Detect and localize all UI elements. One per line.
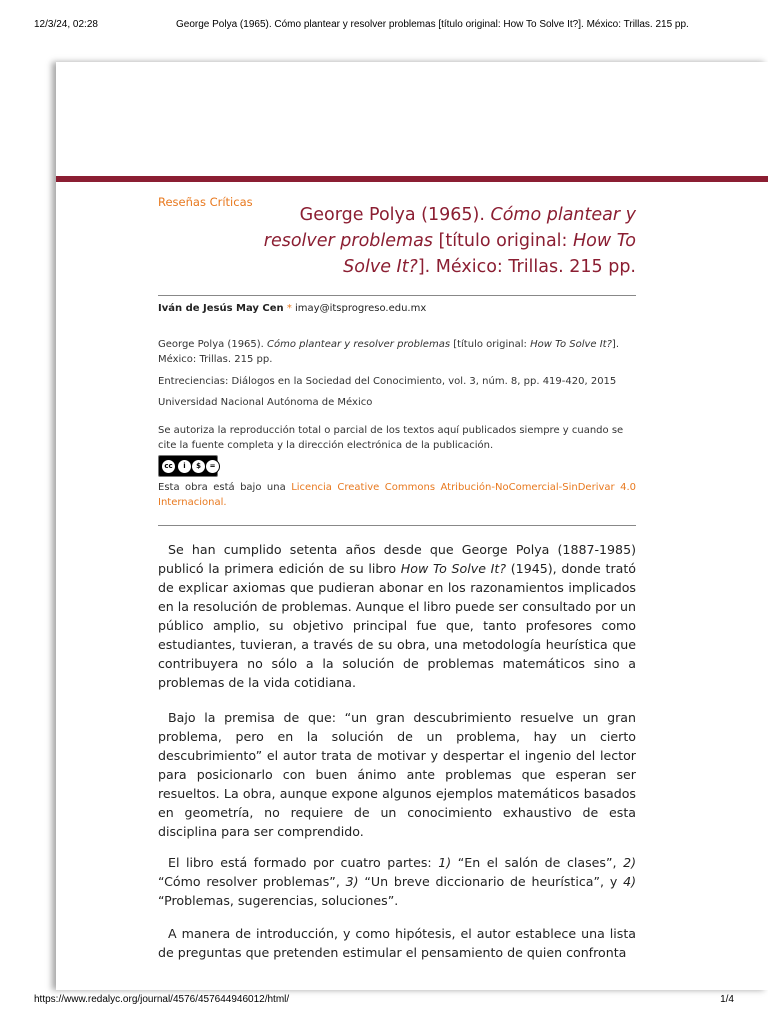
author-name[interactable]: Iván de Jesús May Cen (158, 303, 284, 314)
paragraph-italic: 1) (438, 855, 452, 870)
paragraph-italic: 4) (623, 874, 637, 889)
paragraph-1 (158, 540, 636, 692)
paragraph-text: Se han cumplido setenta años desde que George Polya (1887-1985) publicó la primera edición de su libro (158, 542, 636, 576)
by-icon: i (177, 459, 192, 474)
title-text: [título original: (432, 231, 574, 251)
divider (158, 525, 636, 526)
print-header (0, 0, 768, 40)
title-text: ]. México: Trillas. 215 pp. (417, 257, 636, 277)
print-footer (0, 994, 768, 1024)
citation (158, 337, 636, 367)
citation-text: ]. México: Trillas. 215 pp. (158, 339, 620, 365)
reproduction-note: Se autoriza la reproducción total o parcial de los textos aquí publicados siempre y cuando se cite la fuente completa y la dirección electrónica de la publicación. (158, 425, 624, 451)
paragraph-text: “Cómo resolver problemas”, (158, 874, 346, 889)
nc-icon: $ (191, 459, 206, 474)
article-page (56, 62, 768, 990)
print-title: George Polya (1965). Cómo plantear y resolver problemas [título original: How To Solve It?]. México: Trillas. 215 pp. (176, 19, 689, 30)
author-email: imay@itsprogreso.edu.mx (295, 303, 427, 314)
journal-info: Entreciencias: Diálogos en la Sociedad del Conocimiento, vol. 3, núm. 8, pp. 419-420, 2015 (158, 376, 617, 387)
print-date: 12/3/24, 02:28 (34, 19, 98, 30)
citation-text: [título original: (450, 339, 531, 350)
print-page-number: 1/4 (720, 994, 734, 1005)
divider (158, 295, 636, 296)
paragraph-italic: How To Solve It? (400, 561, 507, 576)
title-italic: Cómo plantear y resolver problemas (263, 205, 636, 251)
cc-license-badge[interactable] (158, 455, 218, 477)
university: Universidad Nacional Autónoma de México (158, 397, 373, 408)
license-prefix: Esta obra está bajo una (158, 482, 292, 493)
author-line (158, 303, 426, 314)
cc-icon: cc (161, 459, 176, 474)
paragraph-text: “En el salón de clases”, (451, 855, 624, 870)
article-title (256, 202, 636, 280)
nd-icon: = (205, 459, 220, 474)
citation-text: George Polya (1965). (158, 339, 268, 350)
citation-italic: How To Solve It? (530, 339, 612, 350)
paragraph-4: A manera de introducción, y como hipótesis, el autor establece una lista de preguntas que pretenden estimular el pensamiento de quien confronta (158, 926, 636, 960)
paragraph-2: Bajo la premisa de que: “un gran descubrimiento resuelve un gran problema, pero en la solución de un problema, hay un cierto descubrimiento” el autor trata de motivar y despertar el ingenio del lector para posicionarlo con buen ánimo ante problemas que esperan ser resueltos. La obra, aunque expone algunos ejemplos matemáticos basados en geometría, no requiere de un conocimiento exhaustivo de esta disciplina para ser comprendido. (158, 710, 636, 839)
section-label[interactable]: Reseñas Críticas (158, 195, 253, 209)
paragraph-3 (158, 853, 636, 910)
citation-italic: Cómo plantear y resolver problemas (267, 339, 451, 350)
paragraph-text: “Problemas, sugerencias, soluciones”. (158, 893, 399, 908)
paragraph-text: “Un breve diccionario de heurística”, y (358, 874, 624, 889)
paragraph-text: El libro está formado por cuatro partes: (168, 855, 439, 870)
license-link[interactable]: Licencia Creative Commons Atribución-NoComercial-SinDerivar 4.0 Internacional. (158, 482, 636, 508)
paragraph-text: (1945), donde trató de explicar axiomas que pudieran abonar en los razonamientos implicados en la resolución de problemas. Aunque el libro puede ser consultado por un público amplio, su objetivo principal fue que, tanto profesores como estudiantes, tuvieran, a través de su obra, una metodología heurística que contribuyera no sólo a la solución de problemas matemáticos sino a problemas de la vida cotidiana. (158, 561, 637, 690)
paragraph-italic: 2) (623, 855, 636, 870)
paragraph-italic: 3) (345, 874, 359, 889)
title-italic: How To Solve It? (343, 231, 636, 277)
header-bar (56, 176, 768, 182)
author-note-marker[interactable]: * (286, 303, 292, 314)
print-url: https://www.redalyc.org/journal/4576/457644946012/html/ (34, 994, 290, 1005)
title-text: George Polya (1965). (299, 205, 491, 225)
license-text (158, 480, 636, 510)
